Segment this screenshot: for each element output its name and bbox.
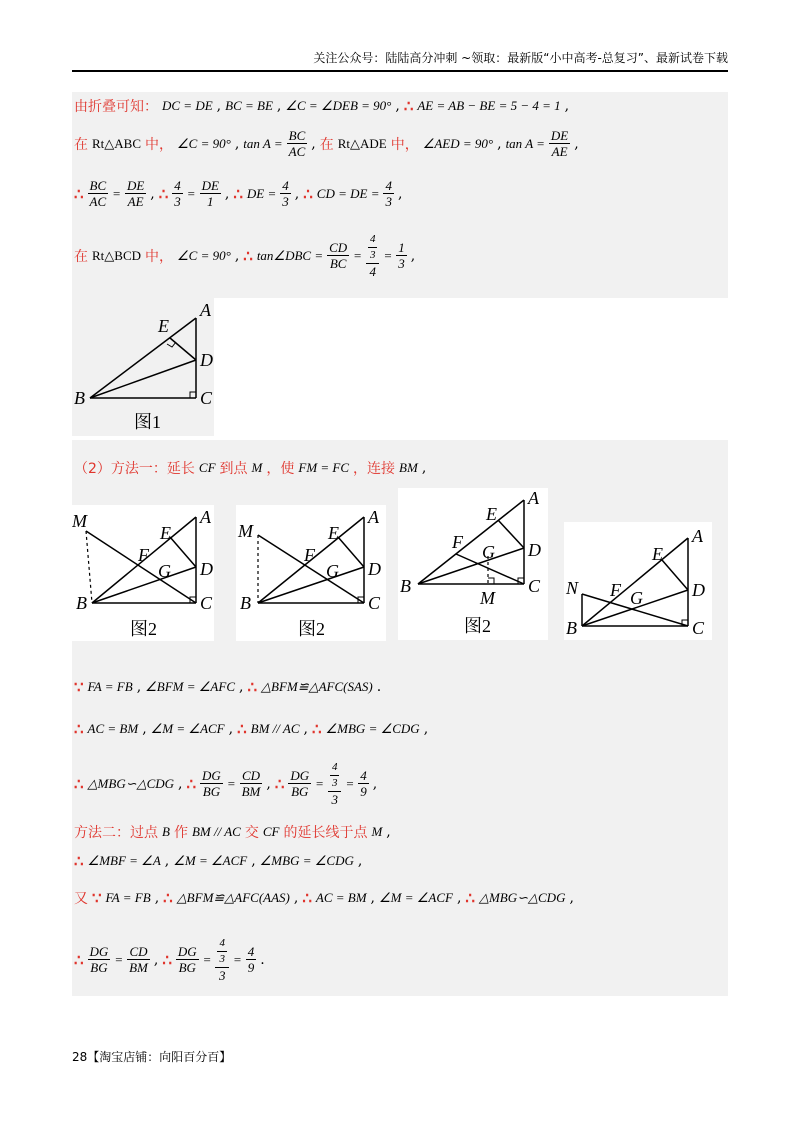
- svg-text:G: G: [158, 561, 171, 581]
- svg-text:F: F: [452, 532, 463, 552]
- therefore-icon: ∴: [74, 720, 84, 738]
- label-c: C: [200, 388, 213, 408]
- page-header: 关注公众号：陆陆高分冲刺 ~领取：最新版“小中高考-总复习”、最新试卷下载: [72, 44, 728, 72]
- text-zai: 在: [74, 136, 88, 153]
- text-jiao: 交: [244, 825, 259, 841]
- therefore-icon: ∴: [74, 184, 84, 203]
- figure-2d: [564, 522, 712, 640]
- svg-text:N: N: [566, 578, 579, 598]
- svg-text:B: B: [400, 576, 411, 596]
- proof1-line-a: ∵ FA = FB , ∠BFM = ∠AFC , ∴ △BFM≌△AFC(SAS) .: [74, 678, 382, 696]
- tan-dbc-line: 在 Rt△BCD 中， ∠C = 90° , ∴ tan∠DBC = $\frac{CD}{BC}$ = $\frac{\frac{4}{3}}{4}$ = $\frac{1}{3}$ ,: [74, 233, 416, 279]
- method1-title: （2）方法一：延长: [74, 461, 195, 477]
- svg-text:F: F: [138, 545, 149, 565]
- text-zhong-2: 中，: [390, 136, 419, 153]
- therefore-icon: ∴: [274, 774, 285, 793]
- eq-m-acf-2: ∠M = ∠ACF: [173, 853, 248, 868]
- svg-text:A: A: [692, 526, 703, 546]
- page-footer: [72, 1048, 231, 1065]
- therefore-icon: ∴: [465, 889, 475, 907]
- therefore-icon: ∴: [74, 774, 84, 793]
- svg-text:A: A: [528, 488, 539, 508]
- therefore-icon: ∴: [74, 852, 84, 870]
- svg-text:D: D: [528, 540, 541, 560]
- eq-angle-c: ∠C = ∠DEB = 90°: [285, 98, 392, 113]
- svg-text:G: G: [630, 588, 643, 608]
- label-b: B: [74, 388, 85, 408]
- svg-text:G: G: [326, 561, 339, 581]
- label-d: D: [200, 350, 213, 370]
- frac-cd-bm: $\frac{CD}{BM}$: [241, 768, 261, 799]
- frac-bc-ac-2: $\frac{BC}{AC}$: [89, 178, 107, 209]
- therefore-icon: ∴: [237, 720, 247, 738]
- method1-line: （2）方法一：延长 CF 到点 M ，使 FM = FC ，连接 BM ,: [74, 460, 427, 477]
- svg-text:C: C: [200, 593, 213, 613]
- method2-line-e: 又 ∵ FA = FB , ∴ △BFM≌△AFC(AAS) , ∴ AC = BM , ∠M = ∠ACF , ∴ △MBG∽△CDG ,: [74, 889, 574, 907]
- frac-cd-bc: $\frac{CD}{BC}$: [329, 240, 348, 271]
- tan-a-lhs: tan A =: [243, 135, 283, 151]
- eq-bfm-afc: ∠BFM = ∠AFC: [145, 679, 235, 694]
- svg-text:A: A: [200, 507, 211, 527]
- svg-text:图2: 图2: [298, 619, 325, 639]
- tri-ade: Rt△ADE: [337, 135, 387, 151]
- svg-text:F: F: [610, 580, 621, 600]
- frac-de-ae: $\frac{DE}{AE}$: [550, 128, 569, 159]
- eq-fm-fc: FM = FC: [298, 460, 350, 475]
- angle-c-90-b: ∠C = 90°: [177, 247, 231, 263]
- eq-ac-bm-2: AC = BM: [315, 890, 367, 905]
- svg-text:D: D: [692, 580, 705, 600]
- frac-4-9: $\frac{4}{9}$: [360, 768, 367, 799]
- svg-text:B: B: [240, 593, 251, 613]
- therefore-icon: ∴: [303, 184, 313, 203]
- svg-text:M: M: [238, 521, 253, 541]
- label-fold: 由折叠可知：: [74, 99, 158, 115]
- tan-line: 在 Rt△ABC 中， ∠C = 90° , tan A = $\frac{BC}{AC}$ , 在 Rt△ADE 中， ∠AED = 90° , tan A = $\frac{DE}{AE}$ ,: [74, 128, 579, 159]
- therefore-icon: ∴: [158, 184, 169, 203]
- method2-title: 方法二：过点: [74, 825, 158, 841]
- point-m-2: M: [371, 824, 383, 839]
- svg-text:F: F: [304, 545, 315, 565]
- svg-text:B: B: [76, 593, 87, 613]
- therefore-icon: ∴: [162, 950, 172, 969]
- fig1-caption: 图1: [134, 412, 161, 432]
- point-b: B: [162, 824, 170, 839]
- text-zhong: 中，: [145, 136, 174, 153]
- text-zhong-3: 中，: [145, 248, 174, 265]
- svg-text:C: C: [368, 593, 381, 613]
- text-connect: ，连接: [353, 461, 396, 477]
- svg-text:图2: 图2: [464, 616, 491, 636]
- svg-text:D: D: [368, 559, 381, 579]
- eq-ae: AE = AB − BE = 5 − 4 = 1: [417, 98, 561, 113]
- therefore-icon: ∴: [163, 889, 173, 907]
- frac-de-ae-2: $\frac{DE}{AE}$: [126, 178, 145, 209]
- eq-fa-fb-2: FA = FB: [105, 890, 151, 905]
- eq-m-acf: ∠M = ∠ACF: [150, 721, 225, 736]
- frac-4-3-c: $\frac{4}{3}$: [385, 178, 392, 209]
- svg-text:E: E: [160, 523, 171, 543]
- frac-dg-bg-2: $\frac{DG}{BG}$: [290, 768, 310, 799]
- therefore-icon: ∴: [403, 97, 414, 115]
- frac-dg-bg: $\frac{DG}{BG}$: [202, 768, 221, 799]
- eq-fa-fb: FA = FB: [87, 679, 133, 694]
- text-make: ，使: [266, 461, 295, 477]
- therefore-icon: ∴: [74, 950, 84, 969]
- seg-cf-2: CF: [262, 824, 280, 839]
- svg-text:M: M: [480, 588, 495, 608]
- therefore-icon: ∵: [74, 678, 84, 696]
- eq-ac-bm: AC = BM: [87, 721, 139, 736]
- eq-bc-be: BC = BE: [225, 98, 273, 113]
- parallel-bm-ac-2: BM // AC: [191, 824, 241, 839]
- text-zuo: 作: [173, 825, 188, 841]
- text-ext: 的延长线于点: [283, 825, 368, 841]
- angle-aed-90: ∠AED = 90°: [422, 135, 494, 151]
- shop-name: 【淘宝店铺：向阳百分百】: [87, 1050, 232, 1064]
- frac-dg-bg-4: $\frac{DG}{BG}$: [177, 944, 197, 975]
- de-equals: DE =: [246, 185, 277, 201]
- frac-4-3: $\frac{4}{3}$: [174, 178, 181, 209]
- because-icon: ∵: [92, 889, 102, 907]
- page-number: 28: [72, 1050, 88, 1064]
- angle-c-90: ∠C = 90°: [177, 135, 231, 151]
- therefore-icon: ∴: [302, 889, 312, 907]
- text-zai-3: 在: [74, 248, 88, 265]
- svg-text:G: G: [482, 542, 495, 562]
- eq-m-acf-3: ∠M = ∠ACF: [379, 890, 453, 905]
- seg-cf: CF: [198, 460, 216, 475]
- frac-1-3: $\frac{1}{3}$: [398, 240, 405, 271]
- seg-bm: BM: [399, 460, 418, 475]
- proof1-line-c: ∴ △MBG∽△CDG , ∴ $\frac{DG}{BG}$ = $\frac{CD}{BM}$ , ∴ $\frac{DG}{BG}$ = $\frac{\frac{4}{3}}{3}$ = $\frac{4}{9}$ ,: [74, 761, 378, 807]
- proof1-line-b: ∴ AC = BM , ∠M = ∠ACF , ∴ BM // AC , ∴ ∠MBG = ∠CDG ,: [74, 720, 429, 738]
- method2-line-f: ∴ $\frac{DG}{BG}$ = $\frac{CD}{BM}$ , ∴ $\frac{DG}{BG}$ = $\frac{\frac{4}{3}}{3}$ = $\frac{4}{9}$ .: [74, 937, 265, 983]
- eq-mbf-a: ∠MBF = ∠A: [87, 853, 161, 868]
- frac-dg-bg-3: $\frac{DG}{BG}$: [89, 944, 109, 975]
- figure-2c: [398, 488, 548, 640]
- point-m: M: [251, 460, 263, 475]
- eq-dc-de: DC = DE: [162, 98, 213, 113]
- text-zai-2: 在: [319, 136, 334, 153]
- similar-mbg-cdg: △MBG∽△CDG: [87, 775, 175, 791]
- text-you: 又: [74, 891, 88, 907]
- ratio-line: ∴ $\frac{BC}{AC}$ = $\frac{DE}{AE}$ , ∴ $\frac{4}{3}$ = $\frac{DE}{1}$ , ∴ DE = $\frac{4}{3}$ , ∴ CD = DE = $\frac{4}{3}$ ,: [74, 178, 403, 209]
- figure-2b: [236, 505, 386, 641]
- svg-text:D: D: [200, 559, 213, 579]
- svg-text:E: E: [486, 504, 497, 524]
- frac-de-1: $\frac{DE}{1}$: [201, 178, 219, 209]
- fold-line: 由折叠可知： DC = DE , BC = BE , ∠C = ∠DEB = 90° , ∴ AE = AB − BE = 5 − 4 = 1 ,: [74, 97, 570, 115]
- svg-text:图2: 图2: [130, 619, 157, 639]
- svg-text:C: C: [528, 576, 541, 596]
- figure-1: [72, 298, 214, 436]
- svg-text:B: B: [566, 618, 577, 638]
- label-a: A: [200, 300, 211, 320]
- therefore-icon: ∴: [233, 184, 243, 203]
- svg-text:A: A: [368, 507, 379, 527]
- therefore-icon: ∴: [186, 774, 197, 793]
- parallel-bm-ac: BM // AC: [250, 721, 300, 736]
- method2-line: 方法二：过点 B 作 BM // AC 交 CF 的延长线于点 M ,: [74, 824, 391, 841]
- frac-4-9-2: $\frac{4}{9}$: [247, 944, 255, 975]
- frac-complex-2: $\frac{\frac{4}{3}}{3}$: [328, 760, 342, 807]
- eq-mbg-cdg: ∠MBG = ∠CDG: [325, 721, 420, 736]
- svg-text:C: C: [692, 618, 705, 638]
- eq-mbg-cdg-2: ∠MBG = ∠CDG: [259, 853, 354, 868]
- tri-bcd: Rt△BCD: [92, 247, 142, 263]
- therefore-icon: ∴: [243, 246, 253, 265]
- label-e: E: [158, 316, 169, 336]
- frac-cd-bm-2: $\frac{CD}{BM}$: [129, 944, 148, 975]
- similar-mbg-cdg-2: △MBG∽△CDG: [478, 890, 566, 905]
- frac-complex: $\frac{\frac{4}{3}}{4}$: [366, 232, 380, 279]
- frac-complex-3: $\frac{\frac{4}{3}}{3}$: [215, 936, 229, 983]
- tan-a-lhs-2: tan A =: [505, 135, 545, 151]
- frac-bc-ac: $\frac{BC}{AC}$: [288, 128, 306, 159]
- congruent-aas: △BFM≌△AFC(AAS): [176, 890, 290, 905]
- cd-equals: CD = DE =: [316, 185, 380, 201]
- method2-line-d: ∴ ∠MBF = ∠A , ∠M = ∠ACF , ∠MBG = ∠CDG ,: [74, 852, 363, 870]
- congruent-sas: △BFM≌△AFC(SAS): [261, 679, 373, 694]
- therefore-icon: ∴: [247, 678, 257, 696]
- text-to-point: 到点: [219, 461, 248, 477]
- tan-dbc: tan∠DBC =: [256, 247, 324, 263]
- frac-4-3-b: $\frac{4}{3}$: [282, 178, 289, 209]
- therefore-icon: ∴: [311, 720, 322, 738]
- svg-text:M: M: [72, 511, 87, 531]
- svg-text:E: E: [652, 544, 663, 564]
- figure-2a: [72, 505, 214, 641]
- svg-text:E: E: [328, 523, 339, 543]
- tri-abc: Rt△ABC: [92, 135, 142, 151]
